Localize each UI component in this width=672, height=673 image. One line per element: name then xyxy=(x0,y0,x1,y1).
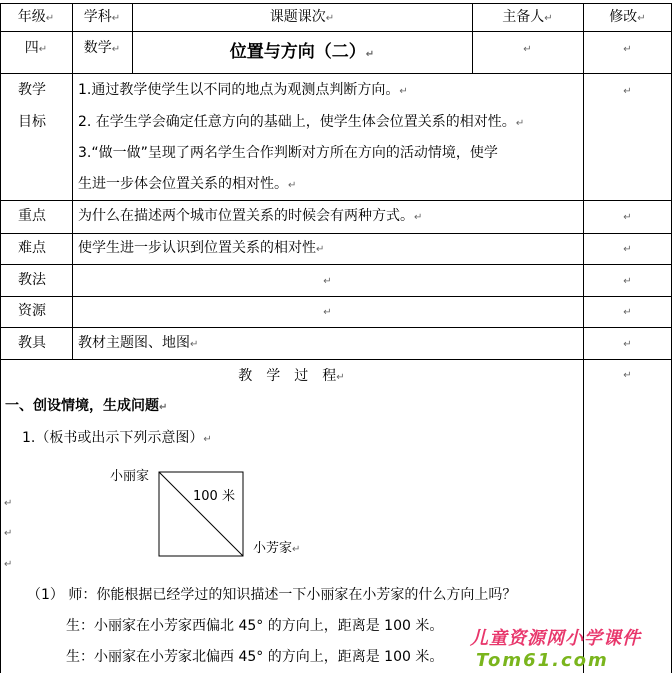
goal-line: 3.“做一做”呈现了两名学生合作判断对方所在方向的活动情境，使学 xyxy=(78,145,498,161)
goals-label: 教学 xyxy=(18,82,46,98)
method-label: 教法 xyxy=(18,272,46,288)
table-border xyxy=(0,327,672,328)
grade-header: 年级↵ xyxy=(17,9,55,25)
key-point-label: 重点 xyxy=(18,208,46,224)
revise-header: 修改↵ xyxy=(609,9,646,25)
table-border xyxy=(0,296,672,297)
subject-value: 数学↵ xyxy=(83,40,121,56)
paragraph-mark: ↵ xyxy=(4,498,13,509)
table-border xyxy=(0,200,672,201)
table-border xyxy=(0,3,1,673)
house-b-label: 小芳家↵ xyxy=(253,541,301,556)
table-border xyxy=(0,73,672,74)
difficulty-label: 难点 xyxy=(18,240,46,256)
goals-label: 目标 xyxy=(18,114,46,130)
watermark-text: 儿童资源网小学课件 xyxy=(470,628,641,649)
question-text: （1） 师：你能根据已经学过的知识描述一下小丽家在小芳家的什么方向上吗？ xyxy=(27,587,517,603)
house-a-label: 小丽家 xyxy=(110,469,150,484)
process-heading: 教 学 过 程↵ xyxy=(238,368,345,384)
resource-label: 资源 xyxy=(18,303,46,319)
goal-line: 生进一步体会位置关系的相对性。↵ xyxy=(78,176,297,192)
paragraph-mark: ↵ xyxy=(623,276,632,287)
key-point-text: 为什么在描述两个城市位置关系的时候会有两种方式。↵ xyxy=(78,208,423,224)
paragraph-mark: ↵ xyxy=(623,212,632,223)
difficulty-text: 使学生进一步认识到位置关系的相对性↵ xyxy=(78,240,325,256)
paragraph-mark: ↵ xyxy=(523,44,532,55)
tools-label: 教具 xyxy=(18,335,46,351)
table-border xyxy=(0,31,672,32)
distance-label: 100 米 xyxy=(193,489,235,504)
paragraph-mark: ↵ xyxy=(623,370,632,381)
subject-header: 学科↵ xyxy=(83,9,121,25)
item-text: 1.（板书或出示下列示意图）↵ xyxy=(22,430,212,446)
paragraph-mark: ↵ xyxy=(623,86,632,97)
watermark-logo: Tom61.com xyxy=(476,650,609,671)
paragraph-mark: ↵ xyxy=(323,276,332,287)
paragraph-mark: ↵ xyxy=(4,528,13,539)
section-heading: 一、创设情境，生成问题↵ xyxy=(5,398,168,414)
table-border xyxy=(0,3,672,4)
lesson-header: 课题课次↵ xyxy=(269,9,335,25)
answer-text: 生：小丽家在小芳家西偏北 45° 的方向上，距离是 100 米。 xyxy=(66,618,444,634)
paragraph-mark: ↵ xyxy=(4,559,13,570)
table-border xyxy=(0,359,672,360)
grade-value: 四↵ xyxy=(24,40,48,56)
diagram-diagonal xyxy=(159,472,243,556)
paragraph-mark: ↵ xyxy=(623,307,632,318)
paragraph-mark: ↵ xyxy=(623,339,632,350)
tools-text: 教材主题图、地图↵ xyxy=(78,335,199,351)
goal-line: 1.通过教学使学生以不同的地点为观测点判断方向。↵ xyxy=(78,82,408,98)
preparer-header: 主备人↵ xyxy=(502,9,553,25)
position-diagram xyxy=(158,471,244,557)
answer-text: 生：小丽家在小芳家北偏西 45° 的方向上，距离是 100 米。 xyxy=(66,649,444,665)
page-title: 位置与方向（二）↵ xyxy=(229,42,375,62)
goal-line: 2. 在学生学会确定任意方向的基础上，使学生体会位置关系的相对性。↵ xyxy=(78,114,525,130)
paragraph-mark: ↵ xyxy=(623,44,632,55)
paragraph-mark: ↵ xyxy=(323,307,332,318)
paragraph-mark: ↵ xyxy=(623,244,632,255)
table-border xyxy=(0,264,672,265)
table-border xyxy=(0,233,672,234)
